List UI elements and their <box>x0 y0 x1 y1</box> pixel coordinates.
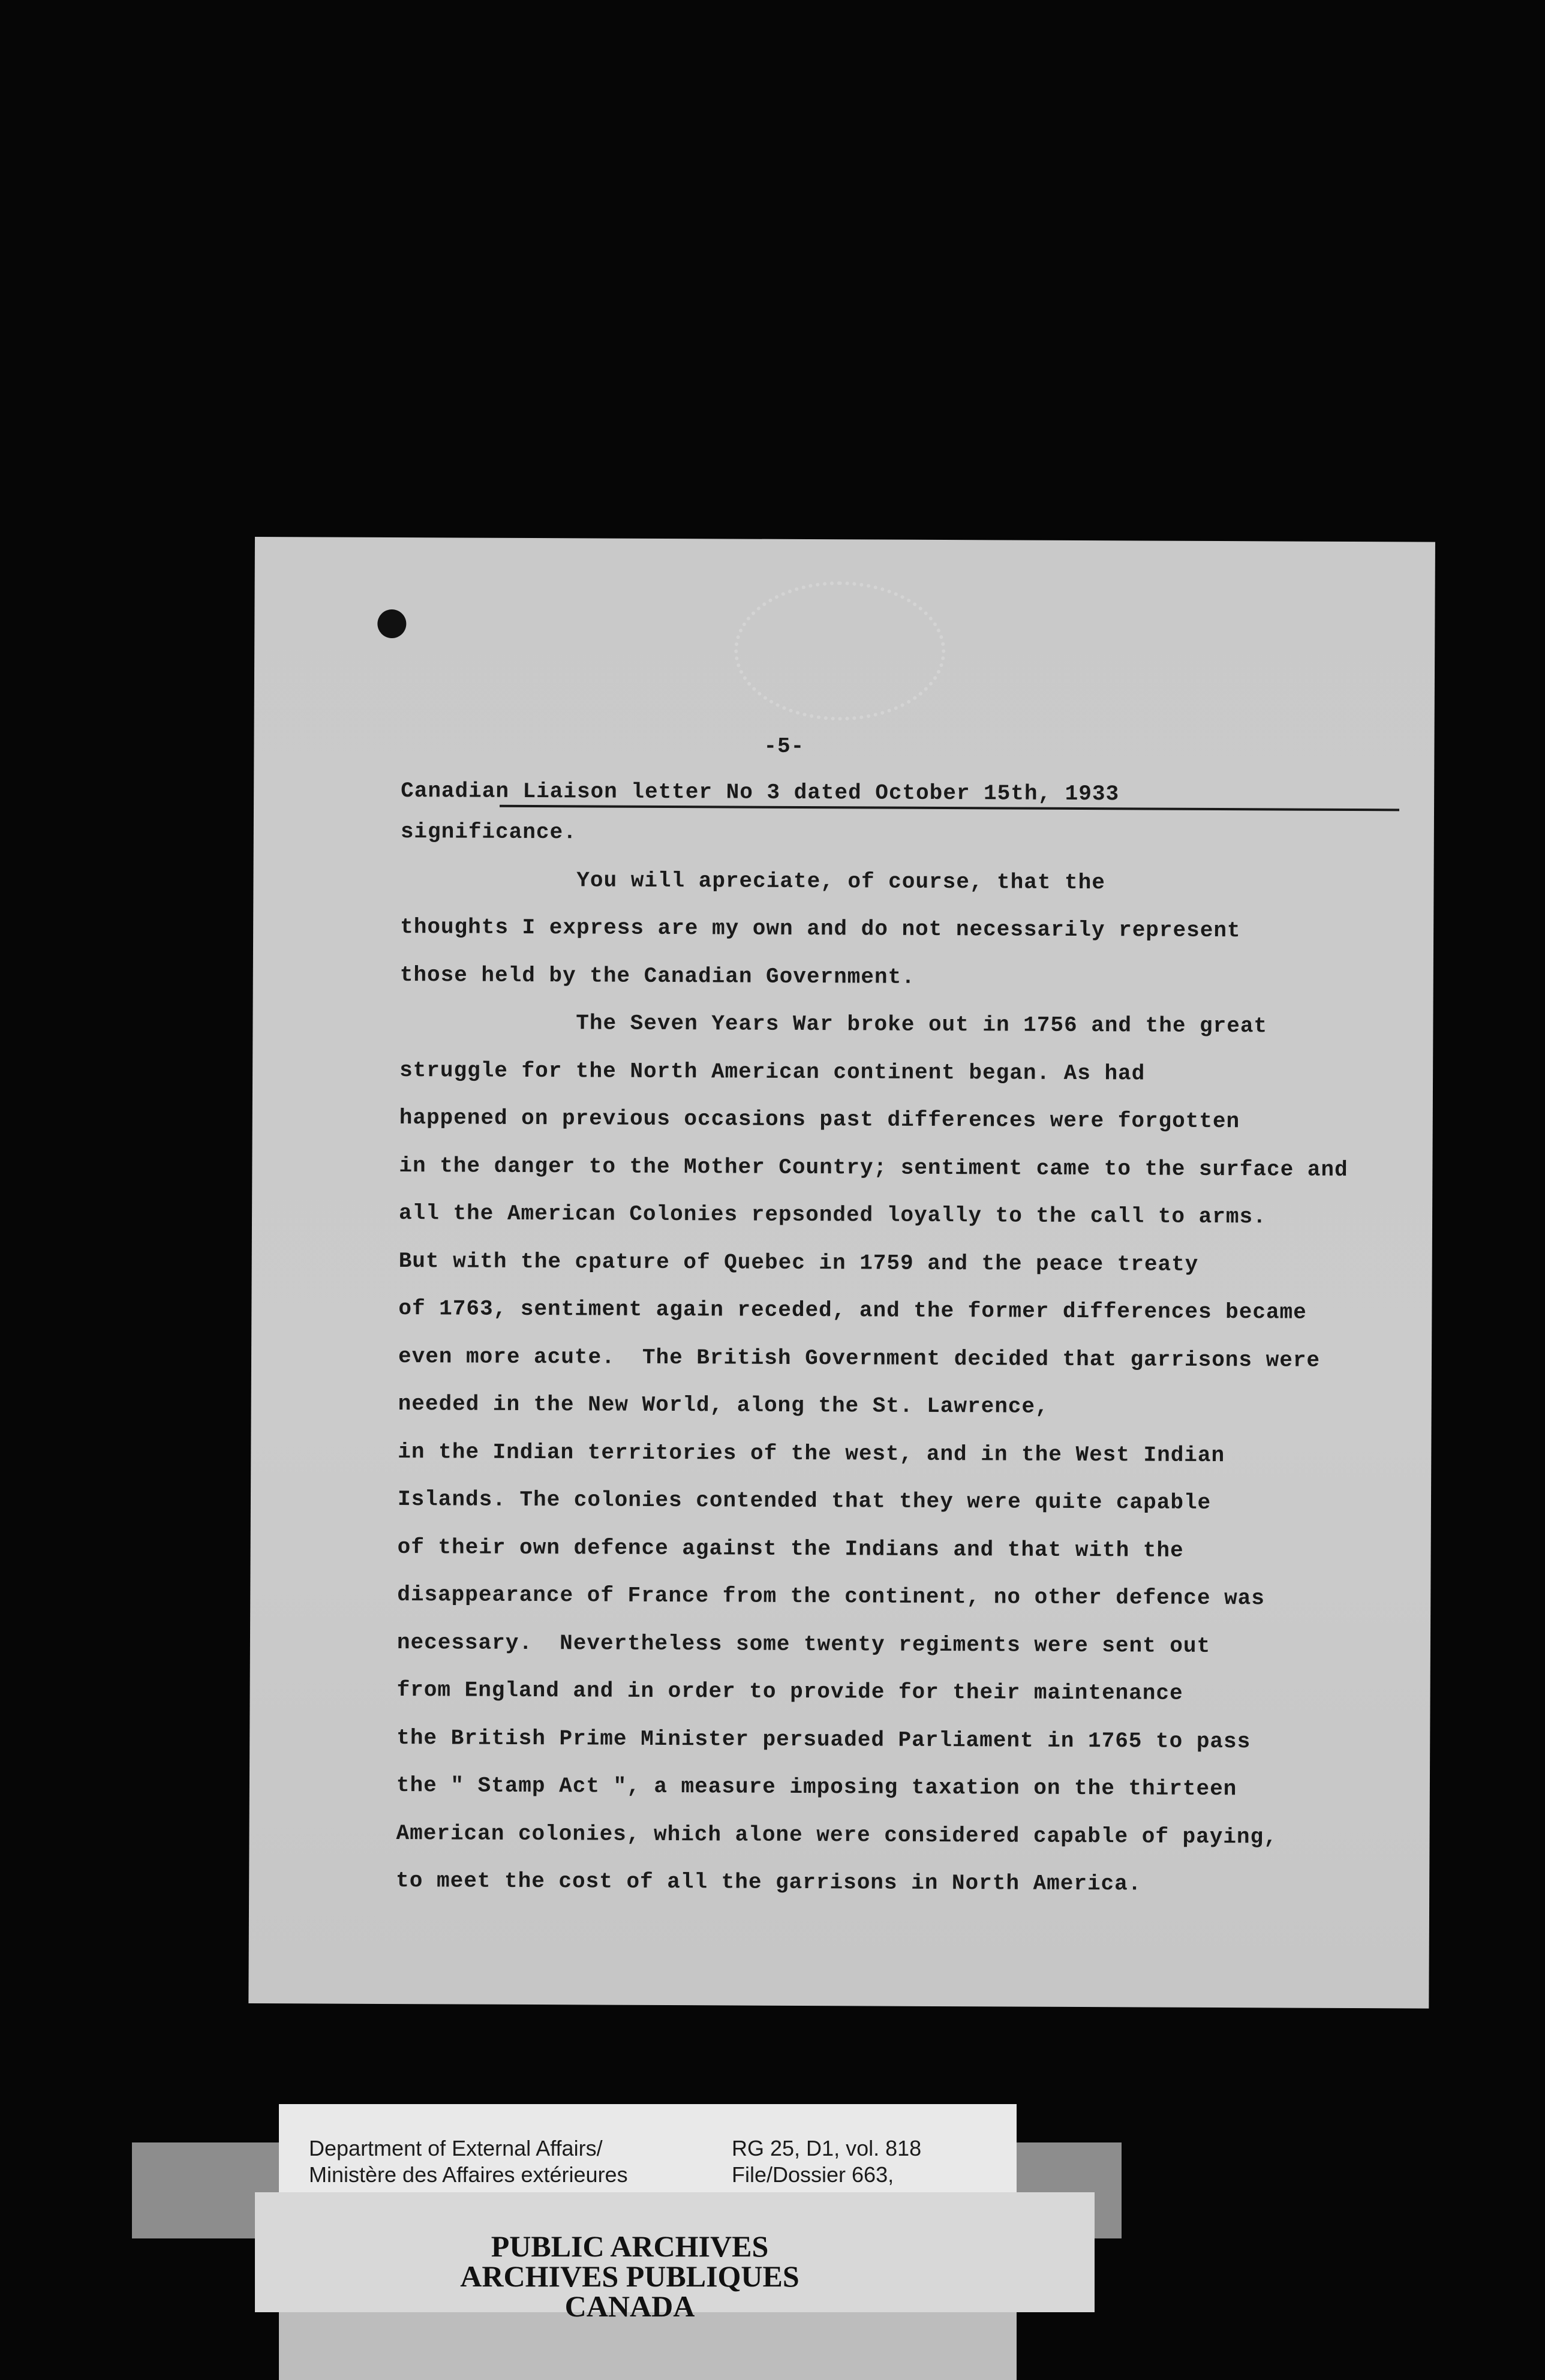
document-line: needed in the New World, along the St. Lawrence, <box>398 1392 1049 1419</box>
record-group-reference: RG 25, D1, vol. 818 <box>732 2136 922 2160</box>
punch-hole <box>377 609 406 638</box>
document-line: to meet the cost of all the garrisons in North America. <box>396 1868 1142 1897</box>
archives-stamp-line-1: PUBLIC ARCHIVES <box>491 2229 769 2263</box>
department-fr: Ministère des Affaires extérieures <box>309 2162 628 2187</box>
department-en: Department of External Affairs/ <box>309 2136 603 2160</box>
document-line: all the American Colonies repsonded loyally to the call to arms. <box>398 1201 1267 1230</box>
document-line: But with the cpature of Quebec in 1759 and the peace treaty <box>398 1248 1199 1277</box>
document-line: significance. <box>400 819 577 845</box>
document-line: Islands. The colonies contended that they were quite capable <box>397 1487 1212 1515</box>
document-line: happened on previous occasions past differences were forgotten <box>399 1105 1240 1134</box>
document-line: in the Indian territories of the west, and in the West Indian <box>398 1439 1225 1468</box>
document-line: the British Prime Minister persuaded Parliament in 1765 to pass <box>396 1725 1251 1754</box>
document-line: thoughts I express are my own and do not necessarily represent <box>400 915 1241 943</box>
embossed-seal <box>734 581 946 721</box>
document-line: struggle for the North American continent began. As had <box>399 1057 1146 1086</box>
document-line: disappearance of France from the continent, no other defence was <box>397 1582 1266 1611</box>
typed-document-page <box>248 537 1435 2009</box>
document-line: those held by the Canadian Government. <box>399 962 915 990</box>
letter-header: Canadian Liaison letter No 3 dated October 15th, 1933 <box>401 779 1120 807</box>
document-line: of their own defence against the Indians and that with the <box>397 1534 1184 1563</box>
archives-stamp-line-2: ARCHIVES PUBLIQUES <box>460 2259 799 2293</box>
document-line: of 1763, sentiment again receded, and the former differences became <box>398 1296 1307 1325</box>
document-line: American colonies, which alone were considered capable of paying, <box>396 1820 1278 1849</box>
document-line: even more acute. The British Government decided that garrisons were <box>398 1344 1321 1373</box>
page-number: -5- <box>764 734 805 759</box>
document-line: the " Stamp Act ", a measure imposing taxation on the thirteen <box>396 1773 1237 1802</box>
document-line: from England and in order to provide for their maintenance <box>396 1678 1183 1706</box>
document-line: in the danger to the Mother Country; sentiment came to the surface and <box>399 1153 1348 1182</box>
document-line: The Seven Years War broke out in 1756 and the great <box>399 1010 1268 1039</box>
archives-stamp <box>420 2231 840 2321</box>
file-reference: File/Dossier 663, <box>732 2162 894 2187</box>
archives-stamp-line-3: CANADA <box>564 2289 695 2323</box>
header-underline <box>500 805 1399 812</box>
document-line: You will apreciate, of course, that the <box>400 867 1105 895</box>
document-line: necessary. Nevertheless some twenty regiments were sent out <box>396 1630 1211 1658</box>
